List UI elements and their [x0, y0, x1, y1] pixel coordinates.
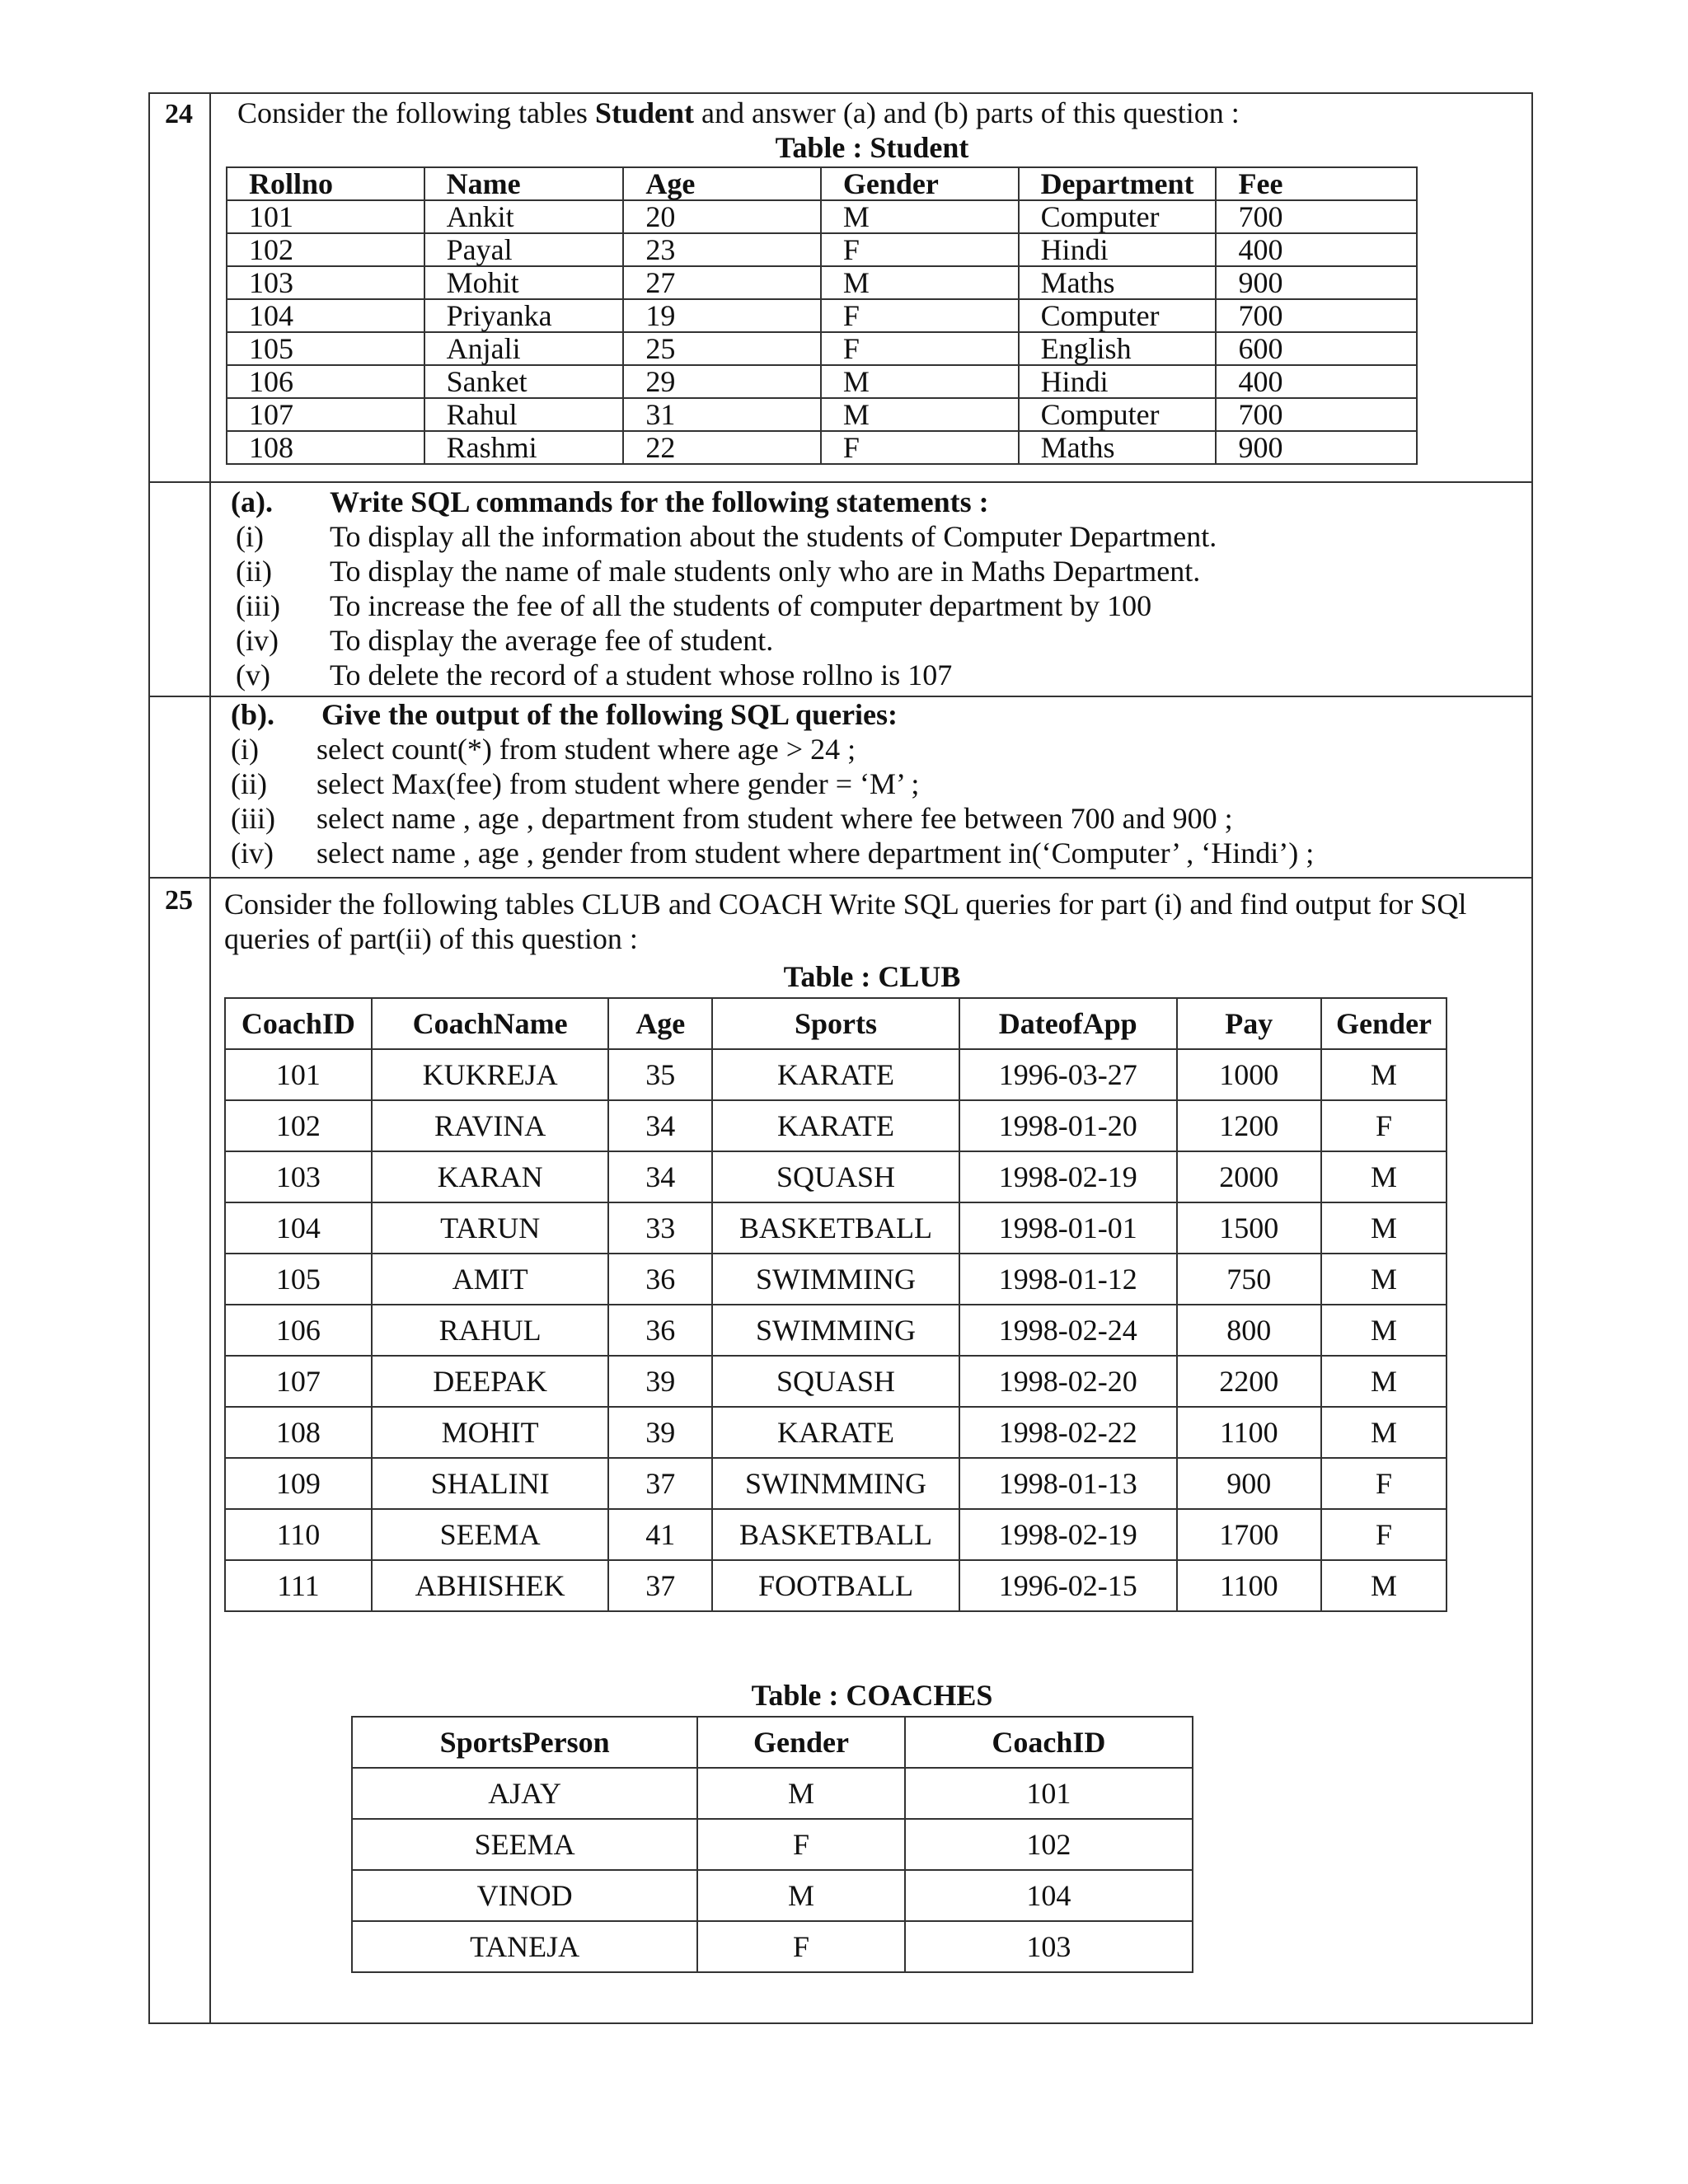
table-cell: SEEMA: [352, 1819, 697, 1870]
item-number: (iii): [236, 589, 280, 622]
table-cell: AJAY: [352, 1768, 697, 1819]
item-number: (v): [236, 658, 270, 691]
table-cell: Rahul: [424, 398, 624, 431]
part-b-title: Give the output of the following SQL queries:: [321, 698, 898, 731]
question-frame: [148, 92, 1533, 2024]
column-header: DateofApp: [959, 998, 1177, 1049]
table-cell: Anjali: [424, 332, 624, 365]
table-cell: M: [697, 1768, 905, 1819]
table-cell: 41: [608, 1509, 712, 1560]
part-a-label: (a).: [231, 485, 273, 518]
table-cell: 101: [227, 200, 424, 233]
column-header: Name: [424, 167, 624, 200]
table-row: [225, 1151, 1447, 1202]
table-cell: Computer: [1019, 200, 1217, 233]
table-cell: F: [1321, 1100, 1447, 1151]
table-cell: 35: [608, 1049, 712, 1100]
table-cell: 111: [225, 1560, 372, 1611]
table-cell: KARATE: [712, 1049, 959, 1100]
table-cell: 800: [1177, 1305, 1322, 1356]
table-cell: 1998-02-19: [959, 1151, 1177, 1202]
table-cell: F: [821, 332, 1019, 365]
table-cell: 108: [227, 431, 424, 464]
column-header: CoachID: [225, 998, 372, 1049]
table-cell: 2000: [1177, 1151, 1322, 1202]
table-cell: Priyanka: [424, 299, 624, 332]
table-cell: ABHISHEK: [372, 1560, 609, 1611]
table-cell: 1100: [1177, 1407, 1322, 1458]
table-cell: 102: [227, 233, 424, 266]
table-cell: 37: [608, 1560, 712, 1611]
table-cell: 104: [905, 1870, 1193, 1921]
table-cell: DEEPAK: [372, 1356, 609, 1407]
table-cell: 27: [623, 266, 821, 299]
table-cell: 1998-01-13: [959, 1458, 1177, 1509]
table-cell: 2200: [1177, 1356, 1322, 1407]
table-cell: 1200: [1177, 1100, 1322, 1151]
table-cell: AMIT: [372, 1254, 609, 1305]
item-text: select name , age , department from student where fee between 700 and 900 ;: [316, 802, 1233, 835]
table-cell: M: [1321, 1407, 1447, 1458]
table-row: [227, 332, 1417, 365]
table-cell: 106: [225, 1305, 372, 1356]
table-cell: F: [821, 431, 1019, 464]
table-cell: 22: [623, 431, 821, 464]
table-cell: Maths: [1019, 431, 1217, 464]
column-header: CoachName: [372, 998, 609, 1049]
item-text: select Max(fee) from student where gender = ‘M’ ;: [316, 767, 920, 800]
part-a-title: Write SQL commands for the following statements :: [330, 485, 989, 518]
column-header: Age: [623, 167, 821, 200]
table-cell: Rashmi: [424, 431, 624, 464]
student-table: [226, 166, 1418, 465]
column-header: Sports: [712, 998, 959, 1049]
column-header: SportsPerson: [352, 1717, 697, 1768]
table-cell: RAHUL: [372, 1305, 609, 1356]
table-cell: 39: [608, 1407, 712, 1458]
table-cell: KUKREJA: [372, 1049, 609, 1100]
table-cell: Sanket: [424, 365, 624, 398]
item-text: To display the average fee of student.: [330, 624, 774, 657]
table-cell: 105: [225, 1254, 372, 1305]
table-row: [227, 233, 1417, 266]
column-header: CoachID: [905, 1717, 1193, 1768]
table-cell: 1998-01-01: [959, 1202, 1177, 1254]
table-row: [352, 1921, 1193, 1972]
table-cell: 1700: [1177, 1509, 1322, 1560]
table-cell: English: [1019, 332, 1217, 365]
club-table-header: [225, 998, 1447, 1049]
table-cell: F: [1321, 1458, 1447, 1509]
table-row: [227, 398, 1417, 431]
table-cell: Maths: [1019, 266, 1217, 299]
table-cell: F: [697, 1921, 905, 1972]
table-cell: 1998-02-22: [959, 1407, 1177, 1458]
table-cell: 1998-01-12: [959, 1254, 1177, 1305]
table-row: [225, 1356, 1447, 1407]
club-table-title: Table : CLUB: [783, 960, 961, 993]
column-header: Pay: [1177, 998, 1322, 1049]
item-text: To delete the record of a student whose rollno is 107: [330, 658, 953, 691]
table-cell: M: [1321, 1560, 1447, 1611]
coaches-table: [351, 1716, 1193, 1973]
table-cell: M: [1321, 1254, 1447, 1305]
table-cell: 700: [1216, 200, 1417, 233]
table-cell: 29: [623, 365, 821, 398]
divider-25: [150, 877, 1531, 879]
column-header: Age: [608, 998, 712, 1049]
table-cell: BASKETBALL: [712, 1509, 959, 1560]
table-cell: 1100: [1177, 1560, 1322, 1611]
table-row: [227, 299, 1417, 332]
table-cell: 37: [608, 1458, 712, 1509]
table-cell: F: [821, 299, 1019, 332]
table-cell: F: [697, 1819, 905, 1870]
table-cell: 750: [1177, 1254, 1322, 1305]
student-table-title: Table : Student: [775, 131, 969, 164]
table-row: [225, 1305, 1447, 1356]
item-number: (i): [231, 733, 259, 766]
table-cell: 1996-02-15: [959, 1560, 1177, 1611]
table-cell: M: [821, 365, 1019, 398]
table-cell: M: [1321, 1356, 1447, 1407]
table-cell: 1998-02-24: [959, 1305, 1177, 1356]
table-cell: 39: [608, 1356, 712, 1407]
table-cell: 107: [227, 398, 424, 431]
part-b-label: (b).: [231, 698, 274, 731]
table-cell: 103: [227, 266, 424, 299]
divider-24-a: [150, 481, 1531, 483]
table-row: [352, 1819, 1193, 1870]
column-header: Gender: [697, 1717, 905, 1768]
table-cell: M: [1321, 1305, 1447, 1356]
q25-intro-line2: queries of part(ii) of this question :: [224, 922, 638, 955]
table-cell: 600: [1216, 332, 1417, 365]
question-number-24: 24: [165, 99, 193, 129]
table-cell: 34: [608, 1100, 712, 1151]
table-cell: 102: [225, 1100, 372, 1151]
table-cell: 101: [225, 1049, 372, 1100]
table-cell: 400: [1216, 233, 1417, 266]
table-cell: 1996-03-27: [959, 1049, 1177, 1100]
table-cell: 700: [1216, 299, 1417, 332]
table-cell: 104: [227, 299, 424, 332]
table-cell: 110: [225, 1509, 372, 1560]
question-number-25: 25: [165, 885, 193, 916]
table-row: [225, 1049, 1447, 1100]
table-cell: 109: [225, 1458, 372, 1509]
table-cell: 1998-02-19: [959, 1509, 1177, 1560]
table-cell: Computer: [1019, 299, 1217, 332]
table-cell: MOHIT: [372, 1407, 609, 1458]
table-cell: FOOTBALL: [712, 1560, 959, 1611]
table-cell: Hindi: [1019, 233, 1217, 266]
table-cell: Mohit: [424, 266, 624, 299]
table-cell: SQUASH: [712, 1151, 959, 1202]
table-cell: 20: [623, 200, 821, 233]
table-cell: M: [1321, 1049, 1447, 1100]
coaches-table-header: [352, 1717, 1193, 1768]
item-number: (i): [236, 520, 264, 553]
table-cell: 700: [1216, 398, 1417, 431]
table-cell: 102: [905, 1819, 1193, 1870]
table-row: [227, 431, 1417, 464]
table-cell: 101: [905, 1768, 1193, 1819]
coaches-table-title: Table : COACHES: [751, 1679, 993, 1712]
table-cell: 103: [225, 1151, 372, 1202]
table-cell: 36: [608, 1254, 712, 1305]
table-row: [225, 1202, 1447, 1254]
table-cell: M: [821, 200, 1019, 233]
table-cell: SEEMA: [372, 1509, 609, 1560]
table-cell: 33: [608, 1202, 712, 1254]
table-row: [227, 200, 1417, 233]
table-cell: 19: [623, 299, 821, 332]
table-cell: 900: [1216, 266, 1417, 299]
table-cell: TARUN: [372, 1202, 609, 1254]
table-row: [352, 1870, 1193, 1921]
table-cell: F: [821, 233, 1019, 266]
table-row: [225, 1560, 1447, 1611]
item-number: (iv): [236, 624, 279, 657]
table-cell: SQUASH: [712, 1356, 959, 1407]
item-number: (iii): [231, 802, 275, 835]
table-cell: SWIMMING: [712, 1254, 959, 1305]
table-cell: M: [1321, 1202, 1447, 1254]
table-row: [225, 1458, 1447, 1509]
student-table-header: [227, 167, 1417, 200]
item-number: (iv): [231, 837, 274, 869]
item-number: (ii): [231, 767, 267, 800]
table-row: [225, 1100, 1447, 1151]
table-cell: 23: [623, 233, 821, 266]
table-cell: M: [821, 398, 1019, 431]
table-row: [225, 1254, 1447, 1305]
table-cell: 105: [227, 332, 424, 365]
table-cell: 107: [225, 1356, 372, 1407]
column-header: Gender: [1321, 998, 1447, 1049]
table-cell: SHALINI: [372, 1458, 609, 1509]
q24-intro: Consider the following tables Student and answer (a) and (b) parts of this question :: [237, 96, 1240, 129]
table-cell: 400: [1216, 365, 1417, 398]
table-cell: M: [1321, 1151, 1447, 1202]
table-row: [225, 1509, 1447, 1560]
table-cell: 900: [1216, 431, 1417, 464]
table-row: [225, 1407, 1447, 1458]
table-cell: 103: [905, 1921, 1193, 1972]
table-row: [227, 365, 1417, 398]
table-cell: KARATE: [712, 1100, 959, 1151]
item-text: select name , age , gender from student where department in(‘Computer’ , ‘Hindi’) ;: [316, 837, 1315, 869]
item-number: (ii): [236, 555, 272, 588]
table-cell: M: [821, 266, 1019, 299]
table-cell: 106: [227, 365, 424, 398]
table-cell: KARAN: [372, 1151, 609, 1202]
column-header: Department: [1019, 167, 1217, 200]
table-cell: Computer: [1019, 398, 1217, 431]
table-cell: 34: [608, 1151, 712, 1202]
table-cell: 1000: [1177, 1049, 1322, 1100]
table-cell: 25: [623, 332, 821, 365]
table-cell: RAVINA: [372, 1100, 609, 1151]
table-cell: SWINMMING: [712, 1458, 959, 1509]
table-cell: TANEJA: [352, 1921, 697, 1972]
table-cell: KARATE: [712, 1407, 959, 1458]
table-cell: 36: [608, 1305, 712, 1356]
table-cell: Hindi: [1019, 365, 1217, 398]
table-cell: SWIMMING: [712, 1305, 959, 1356]
table-cell: Payal: [424, 233, 624, 266]
table-cell: 1500: [1177, 1202, 1322, 1254]
table-cell: 31: [623, 398, 821, 431]
table-cell: 108: [225, 1407, 372, 1458]
table-cell: M: [697, 1870, 905, 1921]
column-header: Rollno: [227, 167, 424, 200]
item-text: To display all the information about the students of Computer Department.: [330, 520, 1217, 553]
column-header: Gender: [821, 167, 1019, 200]
item-text: select count(*) from student where age > 24 ;: [316, 733, 856, 766]
table-cell: Ankit: [424, 200, 624, 233]
table-cell: F: [1321, 1509, 1447, 1560]
table-cell: 1998-02-20: [959, 1356, 1177, 1407]
item-text: To increase the fee of all the students of computer department by 100: [330, 589, 1152, 622]
column-header: Fee: [1216, 167, 1417, 200]
club-table: [224, 997, 1447, 1612]
table-cell: 104: [225, 1202, 372, 1254]
number-column-divider: [209, 94, 211, 2022]
table-cell: 1998-01-20: [959, 1100, 1177, 1151]
table-row: [227, 266, 1417, 299]
table-cell: BASKETBALL: [712, 1202, 959, 1254]
table-row: [352, 1768, 1193, 1819]
table-cell: VINOD: [352, 1870, 697, 1921]
q25-intro-line1: Consider the following tables CLUB and COACH Write SQL queries for part (i) and find output for SQl: [224, 888, 1467, 921]
item-text: To display the name of male students only who are in Maths Department.: [330, 555, 1201, 588]
table-cell: 900: [1177, 1458, 1322, 1509]
